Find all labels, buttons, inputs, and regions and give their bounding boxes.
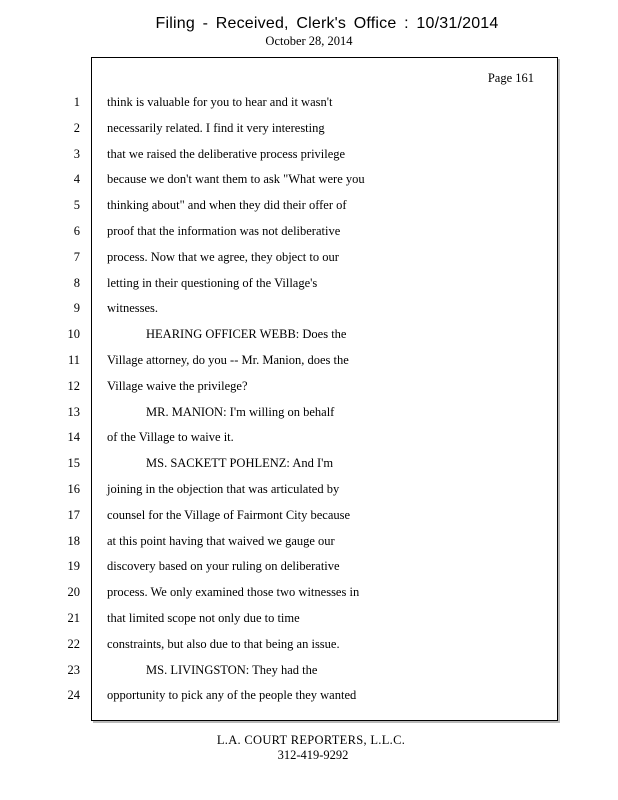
transcript-line — [0, 377, 618, 395]
line-number: 13 — [67, 404, 80, 419]
transcript-line — [0, 635, 618, 653]
transcript-line — [0, 248, 618, 266]
line-number: 1 — [73, 95, 80, 109]
transcript-line — [0, 274, 618, 292]
line-text: constraints, but also due to that being an issue. — [107, 636, 340, 651]
line-number: 17 — [67, 507, 80, 522]
line-text: letting in their questioning of the Village's — [107, 275, 318, 290]
transcript-line — [0, 428, 618, 446]
line-text: discovery based on your ruling on deliberative — [107, 559, 340, 574]
line-text: thinking about" and when they did their offer of — [107, 198, 347, 213]
line-number: 24 — [67, 688, 80, 703]
transcript-line — [0, 93, 618, 111]
line-number: 5 — [73, 198, 80, 213]
transcript-line — [0, 145, 618, 163]
line-text: of the Village to waive it. — [107, 430, 234, 445]
line-text: MS. SACKETT POHLENZ: And I'm — [146, 456, 334, 471]
line-number: 6 — [73, 224, 80, 238]
filing-stamp: Filing - Received, Clerk's Office : 10/31/2014 — [155, 15, 499, 32]
line-text: joining in the objection that was articulated by — [107, 482, 340, 496]
line-number: 14 — [67, 430, 80, 445]
line-text: opportunity to pick any of the people they wanted — [107, 688, 357, 703]
transcript-line — [0, 299, 618, 317]
transcript-line — [0, 506, 618, 524]
line-number: 15 — [67, 456, 80, 471]
transcript-line — [0, 325, 618, 343]
transcript-line — [0, 557, 618, 575]
line-text: counsel for the Village of Fairmont City because — [107, 507, 351, 522]
line-text: because we don't want them to ask "What were you — [107, 172, 365, 187]
line-text: Village attorney, do you -- Mr. Manion, does the — [107, 353, 349, 367]
transcript-line — [0, 222, 618, 240]
line-number: 2 — [73, 120, 80, 135]
line-number: 18 — [67, 533, 80, 548]
line-number: 3 — [73, 146, 80, 161]
line-text: process. We only examined those two witnesses in — [107, 585, 360, 600]
line-text: proof that the information was not deliberative — [107, 224, 341, 238]
line-number: 11 — [67, 353, 80, 367]
line-text: Village waive the privilege? — [107, 378, 248, 393]
line-number: 7 — [73, 249, 80, 264]
transcript-line — [0, 170, 618, 188]
line-number: 4 — [73, 172, 80, 187]
transcript-line — [0, 609, 618, 627]
line-text: HEARING OFFICER WEBB: Does the — [146, 327, 347, 342]
reporter-phone: 312-419-9292 — [277, 748, 349, 762]
transcript-line — [0, 532, 618, 550]
transcript-line — [0, 686, 618, 704]
transcript-line — [0, 454, 618, 472]
line-text: witnesses. — [107, 301, 159, 316]
transcript-line — [0, 661, 618, 679]
line-text: MS. LIVINGSTON: They had the — [146, 662, 318, 677]
line-number: 10 — [67, 327, 80, 342]
line-text: think is valuable for you to hear and it wasn't — [107, 95, 333, 109]
line-number: 23 — [67, 662, 80, 677]
transcript-date: October 28, 2014 — [265, 34, 353, 48]
transcript-line — [0, 583, 618, 601]
transcript-line — [0, 480, 618, 498]
line-number: 22 — [67, 636, 80, 651]
line-number: 16 — [67, 482, 80, 496]
line-text: that limited scope not only due to time — [107, 611, 300, 625]
transcript-line — [0, 196, 618, 214]
page-number: Page 161 — [487, 71, 534, 85]
line-number: 12 — [67, 378, 80, 393]
line-text: MR. MANION: I'm willing on behalf — [146, 404, 335, 419]
line-text: necessarily related. I find it very interesting — [107, 120, 325, 135]
transcript-line — [0, 351, 618, 369]
line-text: that we raised the deliberative process privilege — [107, 146, 346, 161]
line-number: 8 — [73, 275, 80, 290]
line-number: 19 — [67, 559, 80, 574]
transcript-line — [0, 119, 618, 137]
reporter-company: L.A. COURT REPORTERS, L.L.C. — [216, 733, 406, 747]
line-text: process. Now that we agree, they object to our — [107, 249, 339, 264]
line-number: 21 — [67, 611, 80, 625]
line-number: 20 — [67, 585, 80, 600]
transcript-line — [0, 403, 618, 421]
line-text: at this point having that waived we gauge our — [107, 533, 335, 548]
line-number: 9 — [73, 301, 80, 316]
